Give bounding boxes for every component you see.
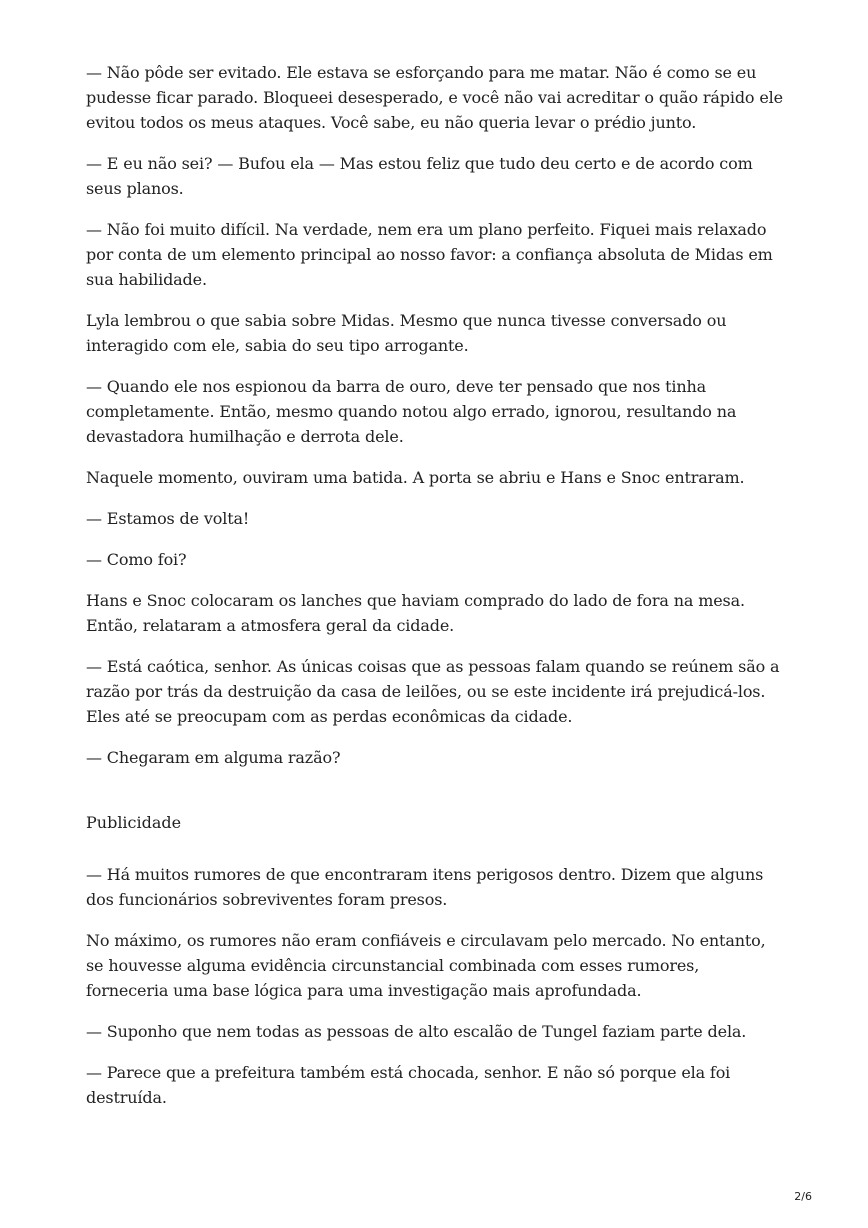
paragraph: — Estamos de volta!: [86, 509, 250, 528]
paragraph: — Quando ele nos espionou da barra de ouro, deve ter pensado que nos tinha completamente. Então, mesmo quando notou algo errado, ignorou, resultando na devastadora humilhação e derrota dele.: [86, 377, 737, 446]
page-number: 2/6: [794, 1190, 812, 1203]
paragraph: Lyla lembrou o que sabia sobre Midas. Mesmo que nunca tivesse conversado ou interagido com ele, sabia do seu tipo arrogante.: [86, 311, 727, 355]
paragraph: Hans e Snoc colocaram os lanches que haviam comprado do lado de fora na mesa. Então, relataram a atmosfera geral da cidade.: [86, 591, 745, 635]
paragraph: No máximo, os rumores não eram confiáveis e circulavam pelo mercado. No entanto, se houvesse alguma evidência circunstancial combinada com esses rumores, forneceria uma base lógica para uma investigação mais aprofundada.: [86, 931, 766, 1000]
paragraph: — Chegaram em alguma razão?: [86, 748, 341, 767]
paragraph: — E eu não sei? — Bufou ela — Mas estou feliz que tudo deu certo e de acordo com seus planos.: [86, 154, 753, 198]
paragraph: — Está caótica, senhor. As únicas coisas que as pessoas falam quando se reúnem são a razão por trás da destruição da casa de leilões, ou se este incidente irá prejudicá-los. Eles até se preocupam com as perdas econômicas da cidade.: [86, 657, 780, 726]
paragraph: Naquele momento, ouviram uma batida. A porta se abriu e Hans e Snoc entraram.: [86, 468, 745, 487]
paragraph: — Não pôde ser evitado. Ele estava se esforçando para me matar. Não é como se eu pudesse ficar parado. Bloqueei desesperado, e você não vai acreditar o quão rápido ele evitou todos os meus ataques. Você sabe, eu não queria levar o prédio junto.: [86, 63, 783, 132]
paragraph: — Suponho que nem todas as pessoas de alto escalão de Tungel faziam parte dela.: [86, 1022, 747, 1041]
paragraph: — Parece que a prefeitura também está chocada, senhor. E não só porque ela foi destruída.: [86, 1063, 731, 1107]
paragraph: — Não foi muito difícil. Na verdade, nem era um plano perfeito. Fiquei mais relaxado por conta de um elemento principal ao nosso favor: a confiança absoluta de Midas em sua habilidade.: [86, 220, 773, 289]
paragraph: — Como foi?: [86, 550, 187, 569]
document-body: [86, 60, 786, 1126]
paragraph: — Há muitos rumores de que encontraram itens perigosos dentro. Dizem que alguns dos funcionários sobreviventes foram presos.: [86, 865, 764, 909]
advertisement-label: Publicidade: [86, 813, 182, 832]
